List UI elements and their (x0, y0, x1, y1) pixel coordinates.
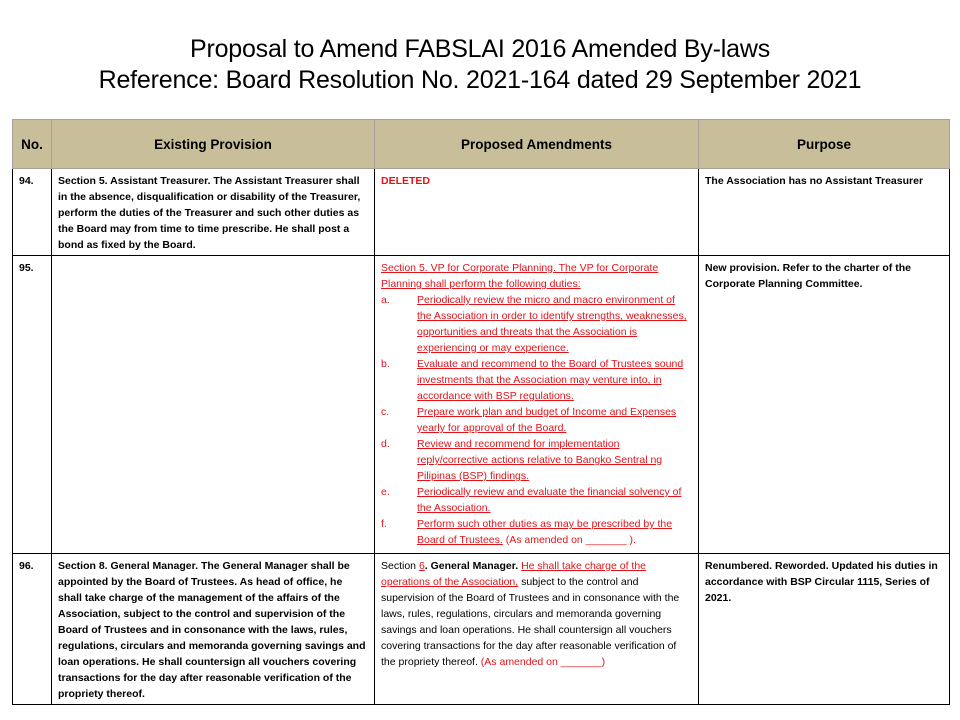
section-number: 6 (418, 560, 425, 572)
purpose-cell: Renumbered. Reworded. Updated his duties in accordance with BSP Circular 1115, Series of 2021. (699, 554, 950, 705)
existing-provision-cell: Section 8. General Manager. The General Manager shall be appointed by the Board of Trustees. As head of office, he shall take charge of the management of the affairs of the Association, subject to the control and supervision of the Board of Trustees and in consonance with the laws, rules, regulations, circulars and memoranda governing savings and loan operations. He shall countersign all vouchers covering transactions for the day after reasonable verification of the propriety thereof. (52, 554, 375, 705)
table-header-row (13, 120, 950, 169)
amendments-table (12, 119, 950, 705)
proposed-amendment-cell (375, 554, 699, 705)
section-label: Section (381, 560, 419, 572)
item-text: Periodically review the micro and macro environment of the Association in order to identify strengths, weaknesses, opportunities and threats that the Association is experiencing or may experience. (417, 294, 687, 354)
amended-on-note: (As amended on _______ ). (502, 534, 636, 546)
item-letter: c. (381, 406, 390, 418)
item-text (417, 516, 692, 548)
purpose-cell: The Association has no Assistant Treasurer (699, 169, 950, 256)
header-no: No. (13, 120, 52, 169)
list-item (381, 516, 692, 548)
list-item (381, 436, 692, 484)
item-letter: b. (381, 358, 390, 370)
list-item (381, 356, 692, 404)
existing-provision-cell (52, 256, 375, 554)
list-item (381, 484, 692, 516)
row-number: 96. (13, 554, 52, 705)
item-letter: f. (381, 518, 387, 530)
item-text: Prepare work plan and budget of Income and Expenses yearly for approval of the Board. (417, 406, 677, 434)
existing-provision-cell: Section 5. Assistant Treasurer. The Assistant Treasurer shall in the absence, disqualification or disability of the Treasurer, perform the duties of the Treasurer and such other duties as the Board may from time to time prescribe. He shall post a bond as fixed by the Board. (52, 169, 375, 256)
purpose-cell: New provision. Refer to the charter of the Corporate Planning Committee. (699, 256, 950, 554)
header-proposed-amendments: Proposed Amendments (375, 120, 699, 169)
title-line-1: Proposal to Amend FABSLAI 2016 Amended By-laws (189, 35, 771, 63)
page-title (0, 34, 960, 96)
item-text: Periodically review and evaluate the financial solvency of the Association. (417, 486, 682, 514)
header-existing-provision: Existing Provision (52, 120, 375, 169)
section-heading: . General Manager. (424, 560, 519, 572)
item-text: Evaluate and recommend to the Board of Trustees sound investments that the Association may venture into, in accordance with BSP regulations. (417, 358, 684, 402)
amended-on-note: (As amended on _______) (477, 656, 606, 668)
proposed-amendment-cell: DELETED (375, 169, 699, 256)
title-line-2: Reference: Board Resolution No. 2021-164 dated 29 September 2021 (98, 66, 862, 94)
item-letter: a. (381, 294, 390, 306)
item-letter: e. (381, 486, 390, 498)
proposed-intro: Section 5. VP for Corporate Planning. The VP for Corporate Planning shall perform the following duties: (381, 262, 659, 290)
item-text-main: Perform such other duties as may be prescribed by the Board of Trustees. (417, 518, 673, 546)
row-number: 95. (13, 256, 52, 554)
list-item (381, 292, 692, 356)
retained-text: subject to the control and supervision of the Board of Trustees and in consonance with the laws, rules, regulations, circulars and memoranda governing savings and loan operations. He shall countersign all vouchers covering transactions for the day after reasonable verification of the propriety thereof. (381, 576, 680, 668)
item-letter: d. (381, 438, 390, 450)
amended-duty-text: He shall take charge of the operations of the Association, (381, 560, 647, 588)
table-row (13, 256, 950, 554)
table-row (13, 554, 950, 705)
list-item (381, 404, 692, 436)
row-number: 94. (13, 169, 52, 256)
proposed-amendment-cell (375, 256, 699, 554)
table-row (13, 169, 950, 256)
item-text: Review and recommend for implementation reply/corrective actions relative to Bangko Sentral ng Pilipinas (BSP) findings. (417, 438, 663, 482)
header-purpose: Purpose (699, 120, 950, 169)
